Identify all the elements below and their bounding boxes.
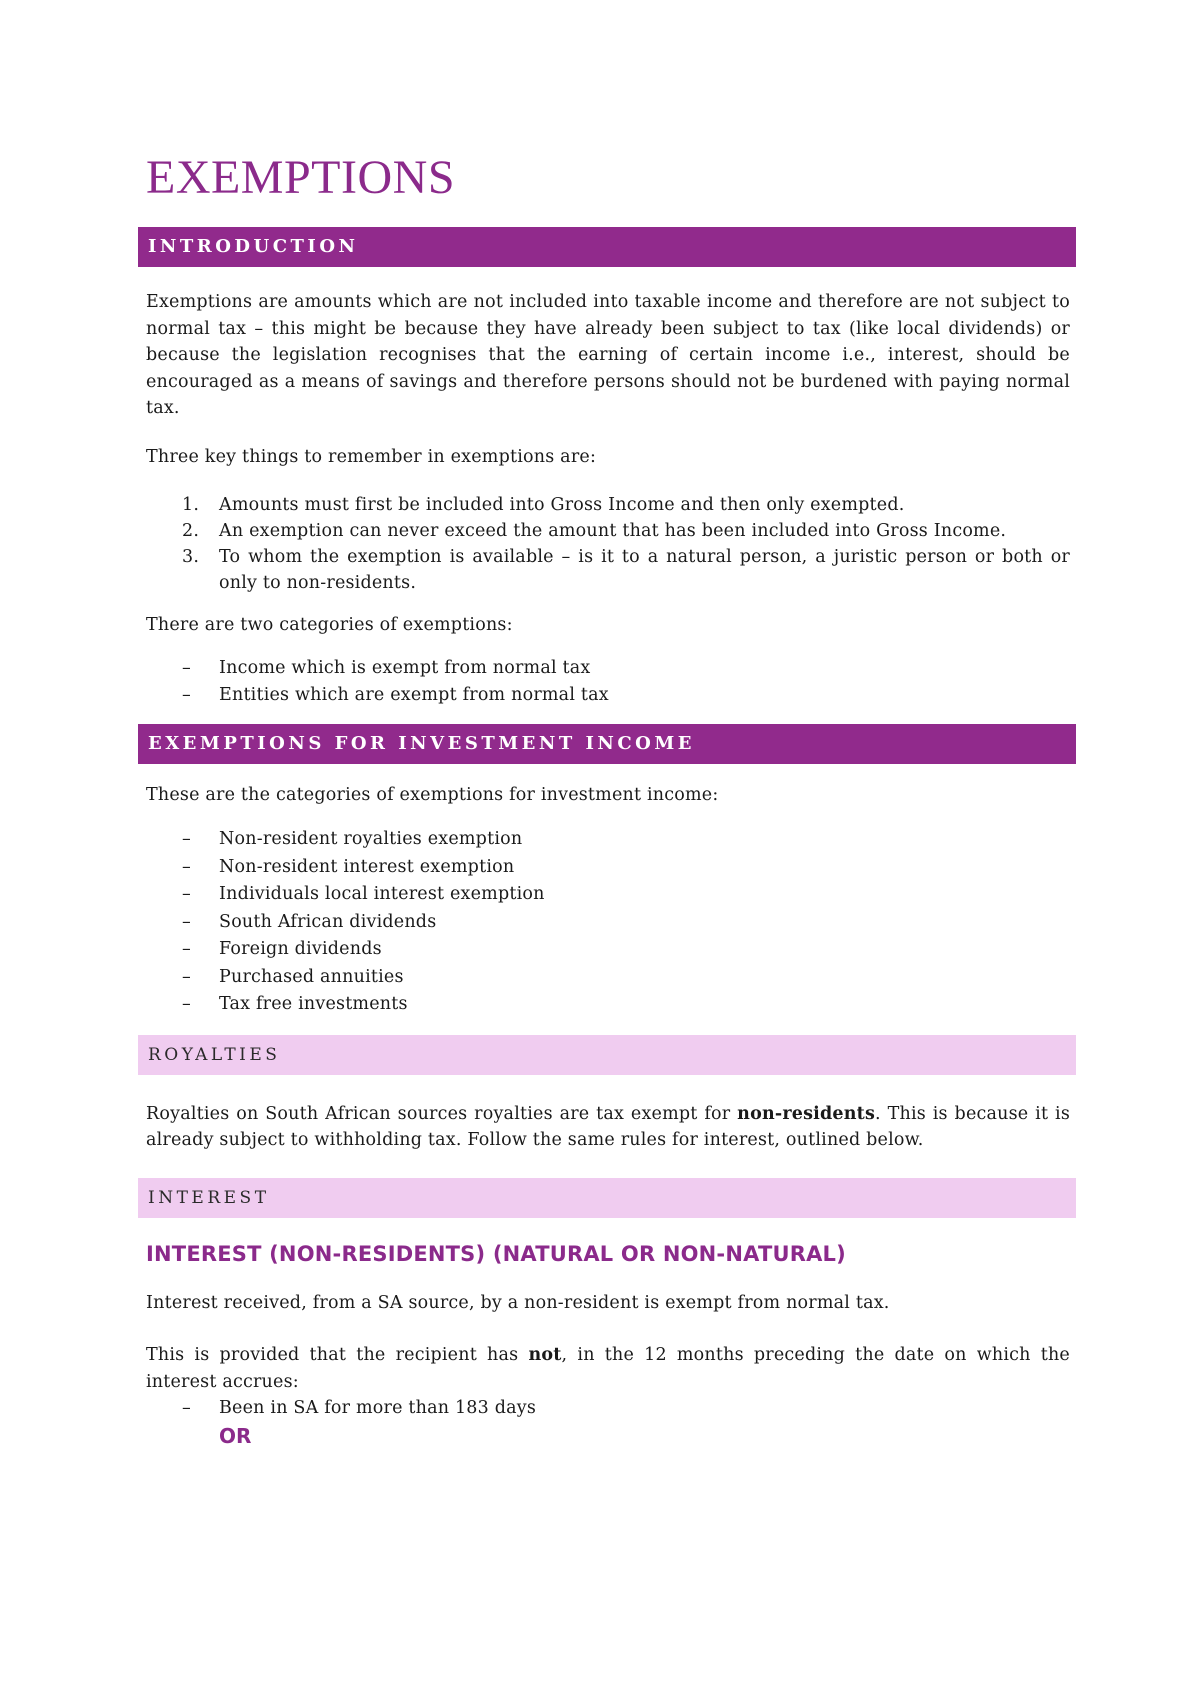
- list-item-text: Entities which are exempt from normal tax: [219, 685, 609, 705]
- key-things-list: [146, 492, 1070, 596]
- interest-paragraph-2: [146, 1342, 1070, 1395]
- list-item-text: Non-resident royalties exemption: [219, 829, 523, 849]
- dash-bullet: –: [182, 657, 191, 678]
- dash-bullet: –: [182, 685, 191, 705]
- list-item-text: To whom the exemption is available – is it to a natural person, a juristic person or both or only to non-residents.: [219, 547, 1070, 593]
- list-item-text: Amounts must first be included into Gross Income and then only exempted.: [219, 495, 905, 515]
- list-item-text: An exemption can never exceed the amount that has been included into Gross Income.: [219, 521, 1007, 541]
- royalties-text-start: Royalties on South African sources royalties are tax exempt for: [146, 1103, 738, 1124]
- document-title: EXEMPTIONS: [146, 151, 456, 204]
- list-item-text: South African dividends: [219, 911, 437, 932]
- interest-text-end: , in the 12 months preceding the date on which the interest accrues:: [146, 1345, 1070, 1392]
- interest-text-start: This is provided that the recipient has: [146, 1345, 529, 1365]
- list-item: [146, 909, 1070, 937]
- interest-non-residents-heading: INTEREST (NON-RESIDENTS) (NATURAL OR NON-NATURAL): [146, 1241, 846, 1266]
- dash-bullet: –: [182, 939, 191, 959]
- section-heading-investment-income: EXEMPTIONS FOR INVESTMENT INCOME: [138, 724, 1076, 764]
- intro-paragraph: Exemptions are amounts which are not included into taxable income and therefore are not subject to normal tax – this might be because they have already been subject to tax (like local dividends) or because the legislation recognises that the earning of certain income i.e., interest, should be encouraged as a means of savings and therefore persons should not be burdened with paying normal tax.: [146, 292, 1070, 418]
- list-item-text: Non-resident interest exemption: [219, 856, 515, 877]
- list-item: [146, 991, 1070, 1019]
- key-things-paragraph: Three key things to remember in exemptions are:: [146, 446, 597, 467]
- list-item-text: Been in SA for more than 183 days: [219, 1398, 537, 1418]
- list-number: 2.: [182, 521, 200, 541]
- list-item-text: Tax free investments: [219, 994, 408, 1014]
- list-number: 3.: [182, 547, 200, 567]
- list-item: [146, 936, 1070, 964]
- list-item: [146, 682, 1070, 710]
- subsection-heading-royalties: ROYALTIES: [138, 1035, 1076, 1075]
- list-item: [146, 826, 1070, 854]
- dash-bullet: –: [182, 856, 191, 877]
- investment-categories-list: [146, 826, 1070, 1019]
- dash-bullet: –: [182, 1398, 191, 1418]
- list-item: [146, 655, 1070, 683]
- interest-paragraph-1: Interest received, from a SA source, by a non-resident is exempt from normal tax.: [146, 1292, 890, 1313]
- list-item-text: Individuals local interest exemption: [219, 884, 545, 904]
- categories-paragraph: There are two categories of exemptions:: [146, 615, 513, 635]
- list-item-text: Foreign dividends: [219, 939, 382, 959]
- royalties-text-end: . This is because it is already subject to withholding tax. Follow the same rules for interest, outlined below.: [146, 1103, 1071, 1150]
- list-item: [146, 1395, 1070, 1423]
- dash-bullet: –: [182, 966, 191, 987]
- or-connector: OR: [219, 1423, 252, 1448]
- list-item-text: Purchased annuities: [219, 966, 404, 987]
- list-item: [146, 854, 1070, 882]
- list-item: [146, 964, 1070, 992]
- list-item-text: Income which is exempt from normal tax: [219, 657, 591, 678]
- exemption-categories-list: [146, 655, 1070, 710]
- section-heading-introduction: INTRODUCTION: [138, 227, 1076, 267]
- royalties-paragraph: [146, 1101, 1070, 1154]
- dash-bullet: –: [182, 884, 191, 904]
- document-body: [146, 150, 1070, 1449]
- dash-bullet: –: [182, 911, 191, 932]
- subsection-heading-interest: INTEREST: [138, 1178, 1076, 1218]
- list-item: [146, 492, 1070, 518]
- investment-intro-paragraph: These are the categories of exemptions for investment income:: [146, 784, 719, 805]
- dash-bullet: –: [182, 829, 191, 849]
- list-item: [146, 518, 1070, 544]
- royalties-bold-term: non-residents: [737, 1103, 876, 1124]
- list-item: [146, 544, 1070, 596]
- interest-conditions-list: [146, 1395, 1070, 1423]
- list-item: [146, 881, 1070, 909]
- interest-bold-word: not: [528, 1345, 562, 1365]
- list-number: 1.: [182, 495, 200, 515]
- dash-bullet: –: [182, 994, 191, 1014]
